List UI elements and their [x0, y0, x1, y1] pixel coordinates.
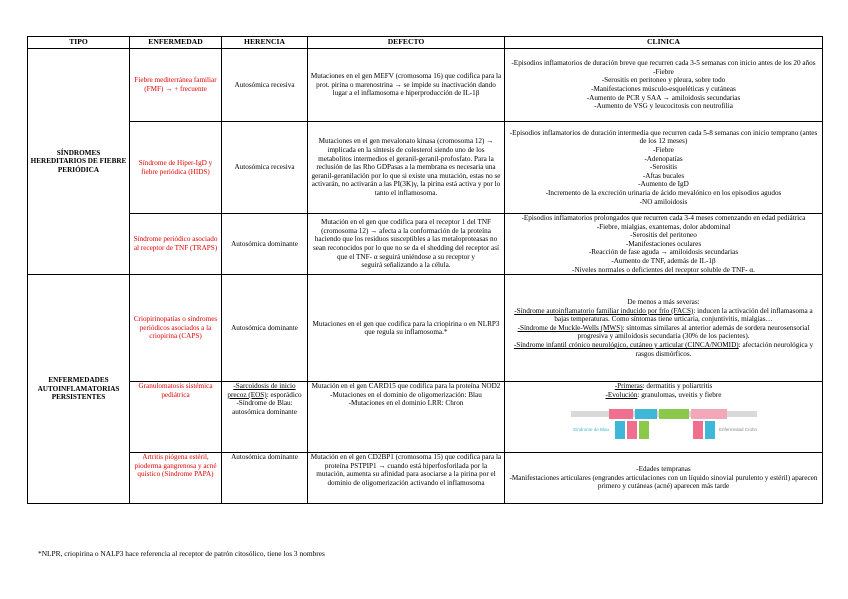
clinical-line: -NO amiloidosis	[639, 197, 688, 206]
disease-name: Síndrome de Hiper-IgD y fiebre periódica (HIDS)	[130, 122, 222, 214]
disease-table	[27, 36, 823, 504]
clinical-line	[507, 391, 820, 400]
defect	[308, 214, 505, 275]
header-tipo: TIPO	[28, 37, 130, 49]
table-row	[28, 382, 823, 453]
header-clinica: CLINICA	[505, 37, 823, 49]
evolucion-text: : granulomas, uveitis y fiebre	[637, 390, 722, 399]
clinical-line: -Aumento de TNF, además de IL-1β	[611, 256, 716, 265]
disease-name: Síndrome periódico asociado al receptor de TNF (TRAPS)	[130, 214, 222, 275]
clinical-line: -Adenopatías	[644, 154, 683, 163]
defect	[308, 382, 505, 453]
clinical-line	[507, 324, 820, 341]
clinical	[505, 122, 823, 214]
table-row	[28, 214, 823, 275]
clinical-line: -Reacción de fase aguda → amiloidosis secundarias	[588, 248, 739, 257]
fcas-title: -Síndrome autoinflamatorio familiar inducido por frío (FACS)	[514, 306, 694, 315]
defect-text: -Mutaciones en el dominio de oligomerización: Blau	[330, 390, 482, 399]
table-header-row	[28, 37, 823, 49]
inheritance: Autosómica dominante	[222, 214, 308, 275]
header-defecto: DEFECTO	[308, 37, 505, 49]
clinical-line: -Fiebre	[653, 67, 674, 76]
footnote: *NLPR, criopirina o NALP3 hace referencia al receptor de patrón citosólico, tiene los 3 nombres	[38, 549, 325, 558]
defect: Mutaciones en el gen que codifica para la criopirina o en NLRP3 que regula su inflamosoma.*	[308, 275, 505, 382]
clinical	[505, 49, 823, 122]
inheritance	[222, 382, 308, 453]
diagram-bar-blue-2	[705, 421, 715, 439]
disease-name: Granulomatosis sistémica pediátrica	[130, 382, 222, 453]
clinical-line: -Episodios inflamatorios de duración breve que recurren cada 3-5 semanas con inicio antes de los 20 años	[511, 59, 816, 68]
clinical-line: -Episodios inflamatorios de duración intermedia que recurren cada 5-8 semanas con inicio temprano (antes de los 12 meses)	[509, 128, 818, 146]
defect-text: seguirá señalizando a la célula.	[361, 261, 451, 270]
inheritance: Autosómica dominante	[222, 275, 308, 382]
clinical-line: -Serositis del peritoneo	[630, 231, 697, 240]
evolucion-title: -Evolución	[605, 390, 638, 399]
clinical-line	[507, 307, 820, 324]
nod2-diagram-svg	[569, 405, 759, 445]
disease-name: Artritis piógena estéril, pioderma gangrenosa y acné quístico (Síndrome PAPA)	[130, 453, 222, 504]
defect: Mutaciones en el gen MEFV (cromosoma 16) que codifica para la prot. pirina o marenostrina → se impide su inactivación dando lugar a el inflamosoma e hiperproducción de IL-1β	[308, 49, 505, 122]
defect: Mutaciones en el gen mevalonato kinasa (cromosoma 12) → implicada en la síntesis de colesterol siendo uno de los metabolitos intermedios el geranil-geranil-profosfato. Para la reclusión de las Rho GDPasas a la membrana es necesaria una geranil-geranilación por lo que si existe una mutación, estas no se activarán, no activarán a las PI(3K)γ, la pirina está activa y por lo tanto el inflamosoma.	[308, 122, 505, 214]
clinical-line: -Serositis en peritoneo y pleura, sobre todo	[601, 76, 726, 85]
clinical-line: -Manifestaciones músculo-esqueléticas y cutáneas	[591, 85, 736, 93]
nod2-domain-diagram	[569, 405, 759, 445]
clinical	[505, 275, 823, 382]
primeras-title: -Primeras	[614, 382, 643, 391]
clinical-line: -Fiebre, mialgias, exantemas, dolor abdominal	[596, 222, 731, 231]
mws-text: : síntomas similares al anterior además de sordera neurosensorial progresiva y amiloidosis secundaria (30% de los pacientes).	[577, 323, 810, 341]
defect-text: Mutación en el gen CARD15 que codifica para la proteína NOD2	[311, 382, 501, 391]
clinical	[505, 382, 823, 453]
primeras-text: : dermatitis y poliartritis	[642, 382, 713, 391]
clinical-line: -Manifestaciones oculares	[625, 239, 702, 248]
clinical-line	[507, 341, 820, 358]
clinical-line: -Aftas bucales	[642, 171, 685, 180]
mws-title: -Síndrome de Muckle-Wells (MWS)	[517, 323, 623, 332]
header-enfermedad: ENFERMEDAD	[130, 37, 222, 49]
diagram-left-label: Síndrome de Blau	[572, 427, 609, 433]
defect-text: Mutación en el gen que codifica para el receptor 1 del TNF (cromosoma 12) → afecta a la conformación de la proteína haciendo que los residuos susceptibles a las metaloproteasas no sean reconocidos por lo que no se da el shedding del receptor así que el TNF- α seguirá uniéndose a su receptor y	[312, 218, 499, 261]
inheritance: Autosómica dominante	[222, 453, 308, 504]
group-hereditarios: SÍNDROMES HEREDITARIOS DE FIEBRE PERIÓDICA	[28, 49, 130, 275]
defect: Mutación en el gen CD2BP1 (cromosoma 15) que codifica para la proteína PSTPIP1 → cuando está hiperfosforilada por la mutación, aumenta su afinidad para asociarse a la pirina por el dominio de oligomerización activando el inflamosoma	[308, 453, 505, 504]
diagram-domain-blue	[635, 409, 657, 419]
table-row	[28, 453, 823, 504]
clinical-line: -Manifestaciones articulares (engrandes articulaciones con un líquido sinovial purulento y estéril) aparecen primero y cutáneas (acné) aparecen más tarde	[509, 473, 818, 491]
diagram-domain-green	[659, 409, 689, 419]
inheritance-line	[224, 382, 305, 399]
clinical-line: -Edades tempranas	[636, 465, 691, 474]
cinca-title: -Síndrome infantil crónico neurológico, cutáneo y articular (CINCA/NOMID)	[513, 341, 739, 350]
clinical-line: -Episodios inflamatorios prolongados que recurren cada 3-4 meses comenzando en edad pediátrica	[521, 214, 806, 222]
table-row	[28, 275, 823, 382]
eos-text: : esporádico	[266, 390, 302, 399]
header-herencia: HERENCIA	[222, 37, 308, 49]
clinical-line: -Aumento de VSG y leucocitosis con neutrofilia	[594, 102, 733, 111]
table-row	[28, 122, 823, 214]
clinical-line: -Aumento de PCR y SAA → amiloidosis secundarias	[586, 93, 741, 102]
clinical-line: De menos a más severas:	[627, 298, 700, 307]
inheritance: Autosómica recesiva	[222, 122, 308, 214]
diagram-domain-pink	[609, 409, 633, 419]
diagram-bar-green	[639, 421, 649, 439]
diagram-bar-pink	[627, 421, 637, 439]
clinical-line	[507, 382, 820, 391]
diagram-right-label: Enfermedad Crohn	[718, 427, 757, 433]
inheritance-line: -Síndrome de Blau: autosómica dominante	[232, 399, 297, 416]
clinical	[505, 453, 823, 504]
fcas-text: : inducen la activación del inflamasoma a bajas temperaturas. Como síntomas tiene urticaria, conjuntivitis, mialgias…	[554, 306, 813, 324]
clinical	[505, 214, 823, 275]
table-row	[28, 49, 823, 122]
diagram-bar-blue	[615, 421, 625, 439]
clinical-line: -Fiebre	[653, 146, 674, 155]
clinical-line: -Niveles normales o deficientes del receptor soluble de TNF- α.	[572, 265, 755, 274]
group-persistentes: ENFERMEDADES AUTOINFLAMATORIAS PERSISTENTES	[28, 275, 130, 504]
diagram-domain-lrr	[691, 409, 727, 419]
cinca-text: : afectación neurológica y rasgos dismórficos.	[635, 341, 814, 358]
disease-name: Criopirinopatías o síndromes periódicos asociados a la criopirina (CAPS)	[130, 275, 222, 382]
clinical-line: -Incremento de la excreción urinaria de ácido mevalónico en los episodios agudos	[545, 188, 782, 197]
eos-title: -Sarcoidosis de inicio precoz (EOS)	[227, 382, 296, 399]
inheritance: Autosómica recesiva	[222, 49, 308, 122]
disease-name: Fiebre mediterránea familiar (FMF) → + frecuente	[130, 49, 222, 122]
defect-text: -Mutaciones en el dominio LRR: Chron	[348, 399, 464, 408]
clinical-line: -Serositis	[649, 163, 678, 172]
diagram-bar-pink-2	[693, 421, 703, 439]
clinical-line: -Aumento de IgD	[638, 180, 689, 189]
